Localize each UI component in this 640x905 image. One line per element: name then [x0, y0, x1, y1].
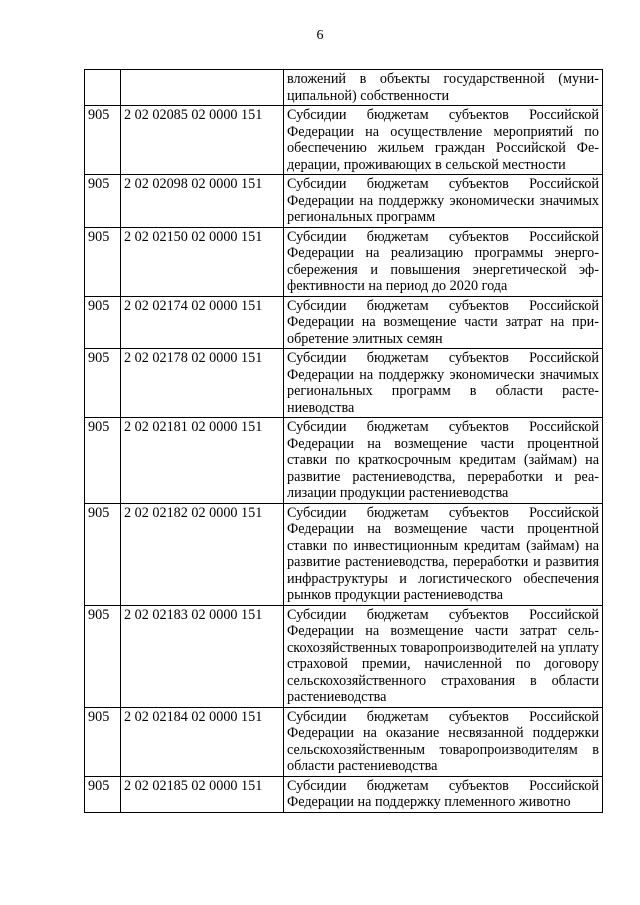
budget-code-cell: 2 02 02098 02 0000 151 [121, 175, 284, 228]
admin-code-cell: 905 [85, 418, 121, 504]
table-row [85, 349, 603, 418]
budget-code-cell: 2 02 02183 02 0000 151 [121, 605, 284, 707]
table-row [85, 106, 603, 175]
admin-code-cell: 905 [85, 605, 121, 707]
description-cell: Субсидии бюджетам субъектов Российской Федерации на поддержку экономически значимых региональных программ в области растениеводства [284, 349, 603, 418]
description-cell: Субсидии бюджетам субъектов Российской Федерации на возмещение части процентной ставки по краткосрочным кредитам (займам) на развитие растениеводства, переработки и реализации продукции растениеводства [284, 418, 603, 504]
budget-code-cell: 2 02 02181 02 0000 151 [121, 418, 284, 504]
description-cell: Субсидии бюджетам субъектов Российской Федерации на поддержку племенного животно [284, 776, 603, 812]
table-row [85, 296, 603, 349]
table-row [85, 707, 603, 776]
description-cell: Субсидии бюджетам субъектов Российской Федерации на возмещение части затрат на приобретение элитных семян [284, 296, 603, 349]
table-row [85, 503, 603, 605]
description-cell: Субсидии бюджетам субъектов Российской Федерации на поддержку экономически значимых региональных программ [284, 175, 603, 228]
table-row [85, 70, 603, 106]
table-row [85, 605, 603, 707]
budget-code-cell [121, 70, 284, 106]
description-cell: вложений в объекты государственной (муниципальной) собственности [284, 70, 603, 106]
description-cell: Субсидии бюджетам субъектов Российской Федерации на возмещение части процентной ставки по инвестиционным кредитам (займам) на развитие растениеводства, переработки и развития инфраструктуры и логистического обеспечения рынков продукции растениеводства [284, 503, 603, 605]
description-cell: Субсидии бюджетам субъектов Российской Федерации на осуществление мероприятий по обеспечению жильем граждан Российской Федерации, проживающих в сельской местности [284, 106, 603, 175]
admin-code-cell: 905 [85, 227, 121, 296]
table-row [85, 776, 603, 812]
admin-code-cell: 905 [85, 503, 121, 605]
page-number: 6 [316, 28, 324, 43]
admin-code-cell: 905 [85, 296, 121, 349]
budget-code-cell: 2 02 02174 02 0000 151 [121, 296, 284, 349]
admin-code-cell: 905 [85, 707, 121, 776]
budget-code-cell: 2 02 02178 02 0000 151 [121, 349, 284, 418]
budget-code-cell: 2 02 02150 02 0000 151 [121, 227, 284, 296]
budget-code-cell: 2 02 02185 02 0000 151 [121, 776, 284, 812]
table-row [85, 175, 603, 228]
admin-code-cell [85, 70, 121, 106]
budget-code-cell: 2 02 02184 02 0000 151 [121, 707, 284, 776]
admin-code-cell: 905 [85, 776, 121, 812]
description-cell: Субсидии бюджетам субъектов Российской Федерации на реализацию программы энергосбережения и повышения энергетической эффективности на период до 2020 года [284, 227, 603, 296]
description-cell: Субсидии бюджетам субъектов Российской Федерации на оказание несвязанной поддержки сельскохозяйственным товаропроизводителям в области растениеводства [284, 707, 603, 776]
admin-code-cell: 905 [85, 175, 121, 228]
admin-code-cell: 905 [85, 349, 121, 418]
table-row [85, 418, 603, 504]
budget-classification-table [84, 69, 603, 813]
budget-code-cell: 2 02 02182 02 0000 151 [121, 503, 284, 605]
description-cell: Субсидии бюджетам субъектов Российской Федерации на возмещение части затрат сельскохозяйственных товаропроизводителей на уплату страховой премии, начисленной по договору сельскохозяйственного страхования в области растениеводства [284, 605, 603, 707]
budget-code-cell: 2 02 02085 02 0000 151 [121, 106, 284, 175]
admin-code-cell: 905 [85, 106, 121, 175]
table-row [85, 227, 603, 296]
